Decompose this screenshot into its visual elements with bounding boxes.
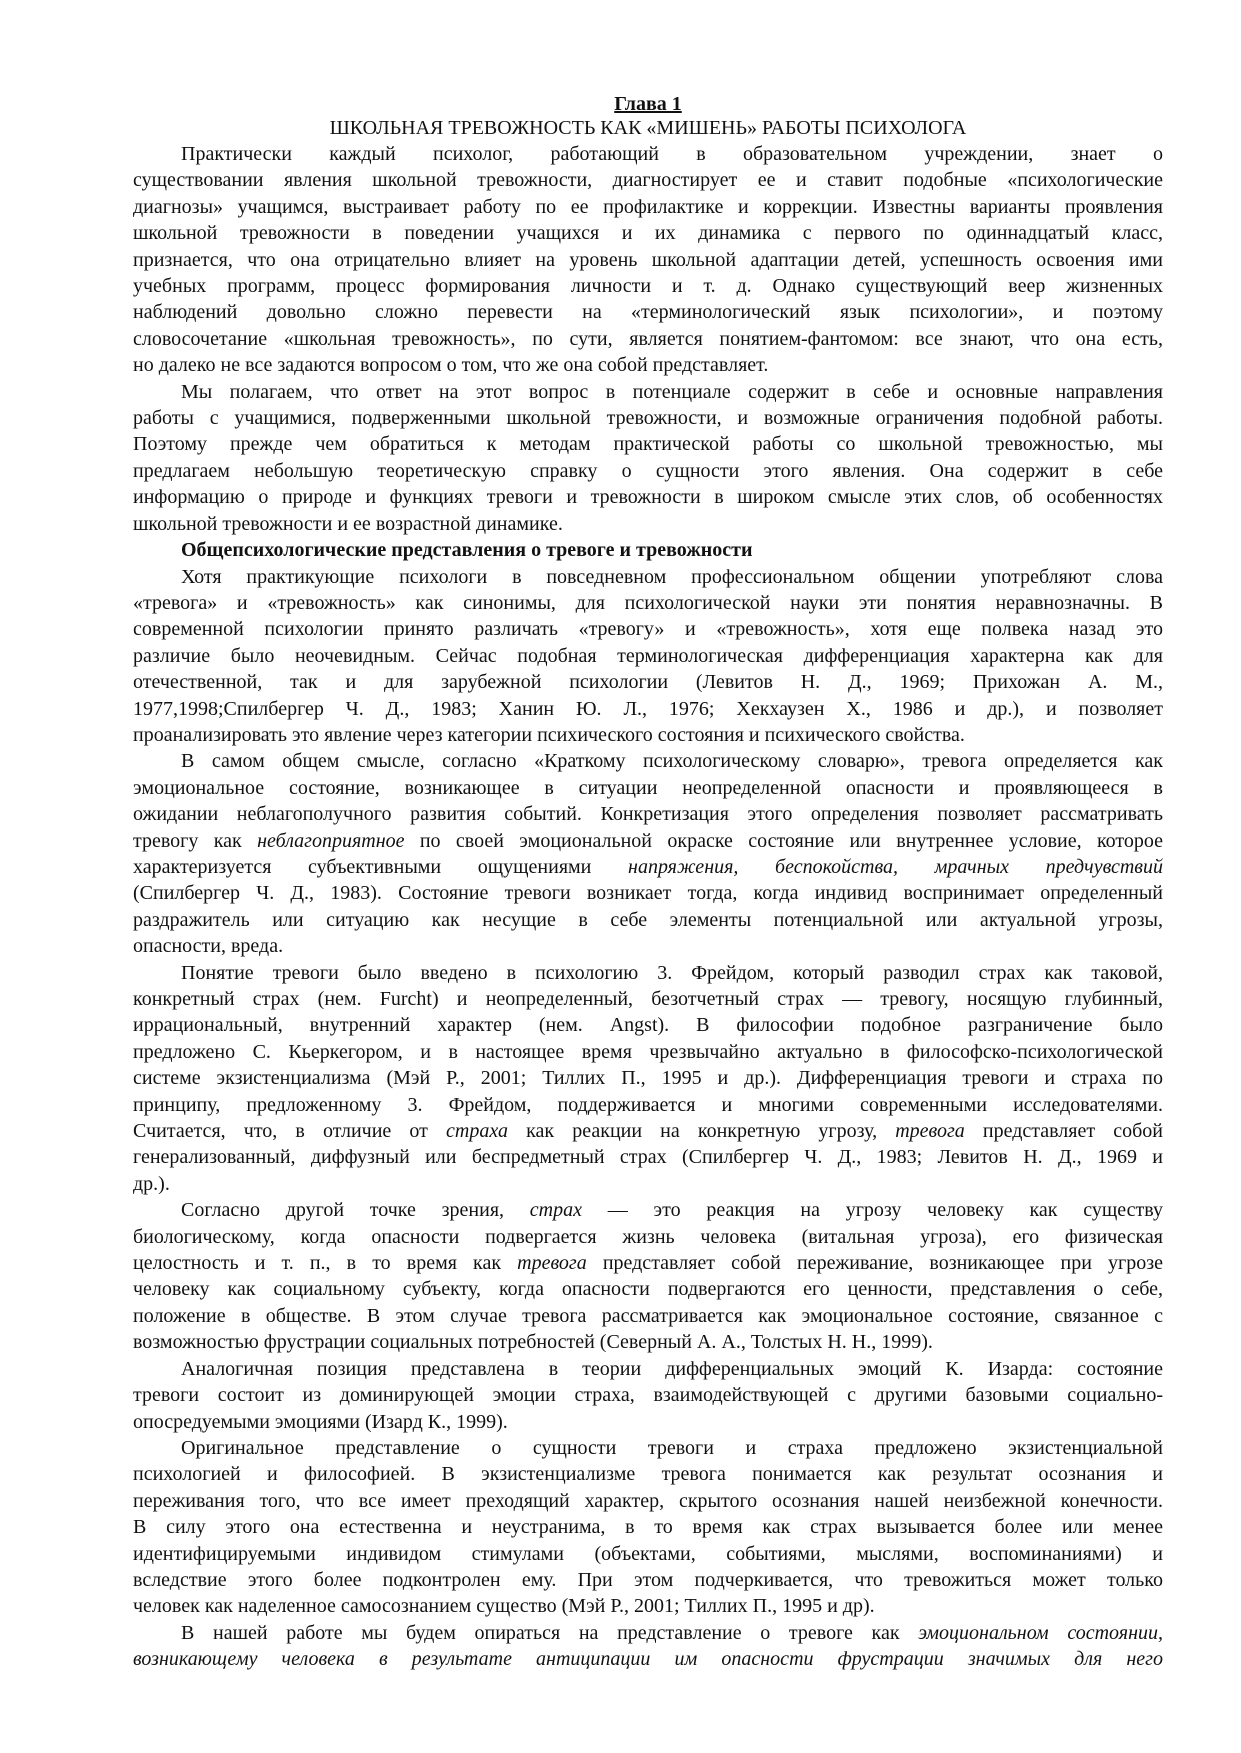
document-page	[133, 92, 1163, 1673]
paragraph	[133, 1197, 1163, 1355]
text-line: существовании явления школьной тревожности, диагностирует ее и ставит подобные «психологические	[133, 169, 1163, 192]
text-run: тревогу как	[133, 829, 258, 852]
text-line	[133, 1197, 1163, 1223]
text-line: переживания того, что все имеет преходящий характер, скрытого осознания нашей неизбежной конечности.	[133, 1489, 1163, 1512]
text-line: Поэтому прежде чем обратиться к методам практической работы со школьной тревожностью, мы	[133, 433, 1163, 456]
text-line: Мы полагаем, что ответ на этот вопрос в потенциале содержит в себе и основные направления	[181, 380, 1163, 403]
text-line: школьной тревожности и ее возрастной динамике.	[133, 512, 563, 535]
section-heading: Общепсихологические представления о тревоге и тревожности	[181, 539, 753, 562]
text-run: — это реакция на угрозу человеку как существу	[582, 1199, 1163, 1222]
text-run: целостность и т. п., в то время как	[133, 1252, 518, 1275]
text-line: тревоги состоит из доминирующей эмоции страха, взаимодействующей с другими базовыми социально-	[133, 1384, 1163, 1407]
text-line	[133, 854, 1163, 880]
text-line: человеку как социальному субъекту, когда опасности подвергаются его ценности, представления о себе,	[133, 1278, 1163, 1301]
italic-emphasis: возникающему человека в результате антиципации им опасности фрустрации значимых для него	[133, 1648, 1163, 1671]
text-line: биологическому, когда опасности подвергается жизнь человека (витальная угроза), его физическая	[133, 1225, 1163, 1248]
text-line: информацию о природе и функциях тревоги и тревожности в широком смысле этих слов, об особенностях	[133, 486, 1163, 509]
italic-emphasis: тревога	[517, 1252, 587, 1275]
text-line: конкретный страх (нем. Furcht) и неопределенный, безотчетный страх — тревогу, носящую глубинный,	[133, 988, 1163, 1010]
text-line: предлагаем небольшую теоретическую справку о сущности этого явления. Она содержит в себе	[133, 459, 1163, 482]
text-line: предложено С. Кьеркегором, и в настоящее время чрезвычайно актуально в философско-психологической	[133, 1040, 1163, 1063]
text-line: проанализировать это явление через категории психического состояния и психического свойства.	[133, 723, 965, 746]
italic-emphasis: неблагоприятное	[257, 829, 405, 852]
italic-emphasis: страх	[529, 1199, 582, 1222]
paragraph	[133, 960, 1163, 1198]
italic-emphasis: эмоциональном состоянии,	[918, 1621, 1163, 1644]
text-line: но далеко не все задаются вопросом о том, что же она собой представляет.	[133, 354, 769, 377]
text-line: положение в обществе. В этом случае тревога рассматривается как эмоциональное состояние, связанное с	[133, 1304, 1163, 1327]
text-line	[133, 828, 1163, 854]
text-line: различие было неочевидным. Сейчас подобная терминологическая дифференциация характерна как для	[133, 644, 1163, 667]
text-line: иррациональный, внутренний характер (нем. Angst). В философии подобное разграничение было	[133, 1014, 1163, 1037]
paragraph	[133, 1435, 1163, 1620]
text-line: работы с учащимися, подверженными школьной тревожности, и возможные ограничения подобной работы.	[133, 407, 1163, 430]
text-line	[133, 1620, 1163, 1646]
text-line: «тревога» и «тревожность» как синонимы, для психологической науки эти понятия неравнозначны. В	[133, 591, 1163, 614]
text-run: представляет собой	[964, 1120, 1163, 1143]
text-run: Согласно другой точке зрения,	[181, 1199, 530, 1222]
text-line: ожидании неблагополучного развития событий. Конкретизация этого определения позволяет рассматривать	[133, 803, 1163, 826]
text-line: (Спилбергер Ч. Д., 1983). Состояние тревоги возникает тогда, когда индивид воспринимает определенный	[133, 882, 1163, 905]
text-line: отечественной, так и для зарубежной психологии (Левитов Н. Д., 1969; Прихожан А. М.,	[133, 671, 1163, 694]
text-run: характеризуется субъективными ощущениями	[133, 855, 629, 878]
text-line: наблюдений довольно сложно перевести на «терминологический язык психологии», и поэтому	[133, 301, 1163, 324]
paragraph	[133, 1356, 1163, 1435]
text-line	[133, 1118, 1163, 1144]
text-run: Считается, что, в отличие от	[133, 1120, 447, 1143]
text-line: В силу этого она естественна и неустранима, в то время как страх вызывается более или менее	[133, 1516, 1163, 1539]
paragraph	[133, 379, 1163, 537]
text-line: 1977,1998;Спилбергер Ч. Д., 1983; Ханин Ю. Л., 1976; Хекхаузен Х., 1986 и др.), и позволяет	[133, 697, 1163, 720]
text-run: В нашей работе мы будем опираться на представление о тревоге как	[181, 1621, 919, 1644]
italic-emphasis: тревога	[895, 1120, 965, 1143]
text-line: системе экзистенциализма (Мэй Р., 2001; Тиллих П., 1995 и др.). Дифференциация тревоги и страха по	[133, 1067, 1163, 1090]
text-line: вследствие этого более подконтролен ему. При этом подчеркивается, что тревожиться может только	[133, 1568, 1163, 1591]
text-line: психологией и философией. В экзистенциализме тревога понимается как результат осознания и	[133, 1463, 1163, 1486]
text-line: возможностью фрустрации социальных потребностей (Северный А. А., Толстых Н. Н., 1999).	[133, 1331, 933, 1354]
text-run: представляет собой переживание, возникающее при угрозе	[586, 1252, 1163, 1275]
chapter-title: ШКОЛЬНАЯ ТРЕВОЖНОСТЬ КАК «МИШЕНЬ» РАБОТЫ ПСИХОЛОГА	[329, 117, 967, 139]
paragraph	[133, 564, 1163, 749]
text-line: опосредуемыми эмоциями (Изард К., 1999).	[133, 1410, 508, 1433]
italic-emphasis: напряжения, беспокойства, мрачных предчувствий	[628, 855, 1163, 878]
document-body	[133, 141, 1163, 1673]
text-line: генерализованный, диффузный или беспредметный страх (Спилбергер Ч. Д., 1983; Левитов Н. Д., 1969 и	[133, 1146, 1163, 1169]
text-line: Практически каждый психолог, работающий в образовательном учреждении, знает о	[181, 143, 1163, 165]
text-line: В самом общем смысле, согласно «Краткому психологическому словарю», тревога определяется как	[181, 750, 1163, 773]
text-line: диагнозы» учащимся, выстраивает работу по ее профилактике и коррекции. Известны варианты проявления	[133, 195, 1163, 218]
text-run: по своей эмоциональной окраске состояние или внутреннее условие, которое	[404, 829, 1163, 852]
text-line: современной психологии принято различать «тревогу» и «тревожность», хотя еще полвека назад это	[133, 618, 1163, 641]
text-line: человек как наделенное самосознанием существо (Мэй Р., 2001; Тиллих П., 1995 и др).	[133, 1595, 875, 1618]
text-line: школьной тревожности в поведении учащихся и их динамика с первого по одиннадцатый класс,	[133, 222, 1163, 245]
paragraph	[133, 748, 1163, 959]
text-line: учебных программ, процесс формирования личности и т. д. Однако существующий веер жизненных	[133, 275, 1163, 298]
text-line: эмоциональное состояние, возникающее в ситуации неопределенной опасности и проявляющееся в	[133, 776, 1163, 799]
paragraph	[133, 1620, 1163, 1673]
text-line: Аналогичная позиция представлена в теории дифференциальных эмоций К. Изарда: состояние	[181, 1357, 1163, 1380]
text-line: Понятие тревоги было введено в психологию 3. Фрейдом, который разводил страх как таковой,	[181, 961, 1163, 984]
text-run: как реакции на конкретную угрозу,	[507, 1120, 896, 1143]
text-line: раздражитель или ситуацию как несущие в себе элементы потенциальной или актуальной угрозы,	[133, 908, 1163, 931]
text-line: словосочетание «школьная тревожность», по сути, является понятием-фантомом: все знают, что она есть,	[133, 327, 1163, 350]
text-line: опасности, вреда.	[133, 935, 284, 958]
paragraph	[133, 141, 1163, 379]
italic-emphasis: страха	[446, 1120, 508, 1143]
text-line: принципу, предложенному 3. Фрейдом, поддерживается и многими современными исследователями.	[133, 1093, 1163, 1116]
text-line: Хотя практикующие психологи в повседневном профессиональном общении употребляют слова	[181, 565, 1163, 588]
chapter-label	[133, 92, 1163, 116]
text-line: идентифицируемыми индивидом стимулами (объектами, событиями, мыслями, воспоминаниями) и	[133, 1542, 1163, 1565]
text-line: др.).	[133, 1172, 170, 1195]
text-line: признается, что она отрицательно влияет на уровень школьной адаптации детей, успешность освоения ими	[133, 248, 1163, 271]
text-line	[133, 1250, 1163, 1276]
text-line	[133, 1646, 1163, 1672]
text-line: Оригинальное представление о сущности тревоги и страха предложено экзистенциальной	[181, 1436, 1163, 1459]
chapter-number: Глава 1	[614, 93, 682, 115]
